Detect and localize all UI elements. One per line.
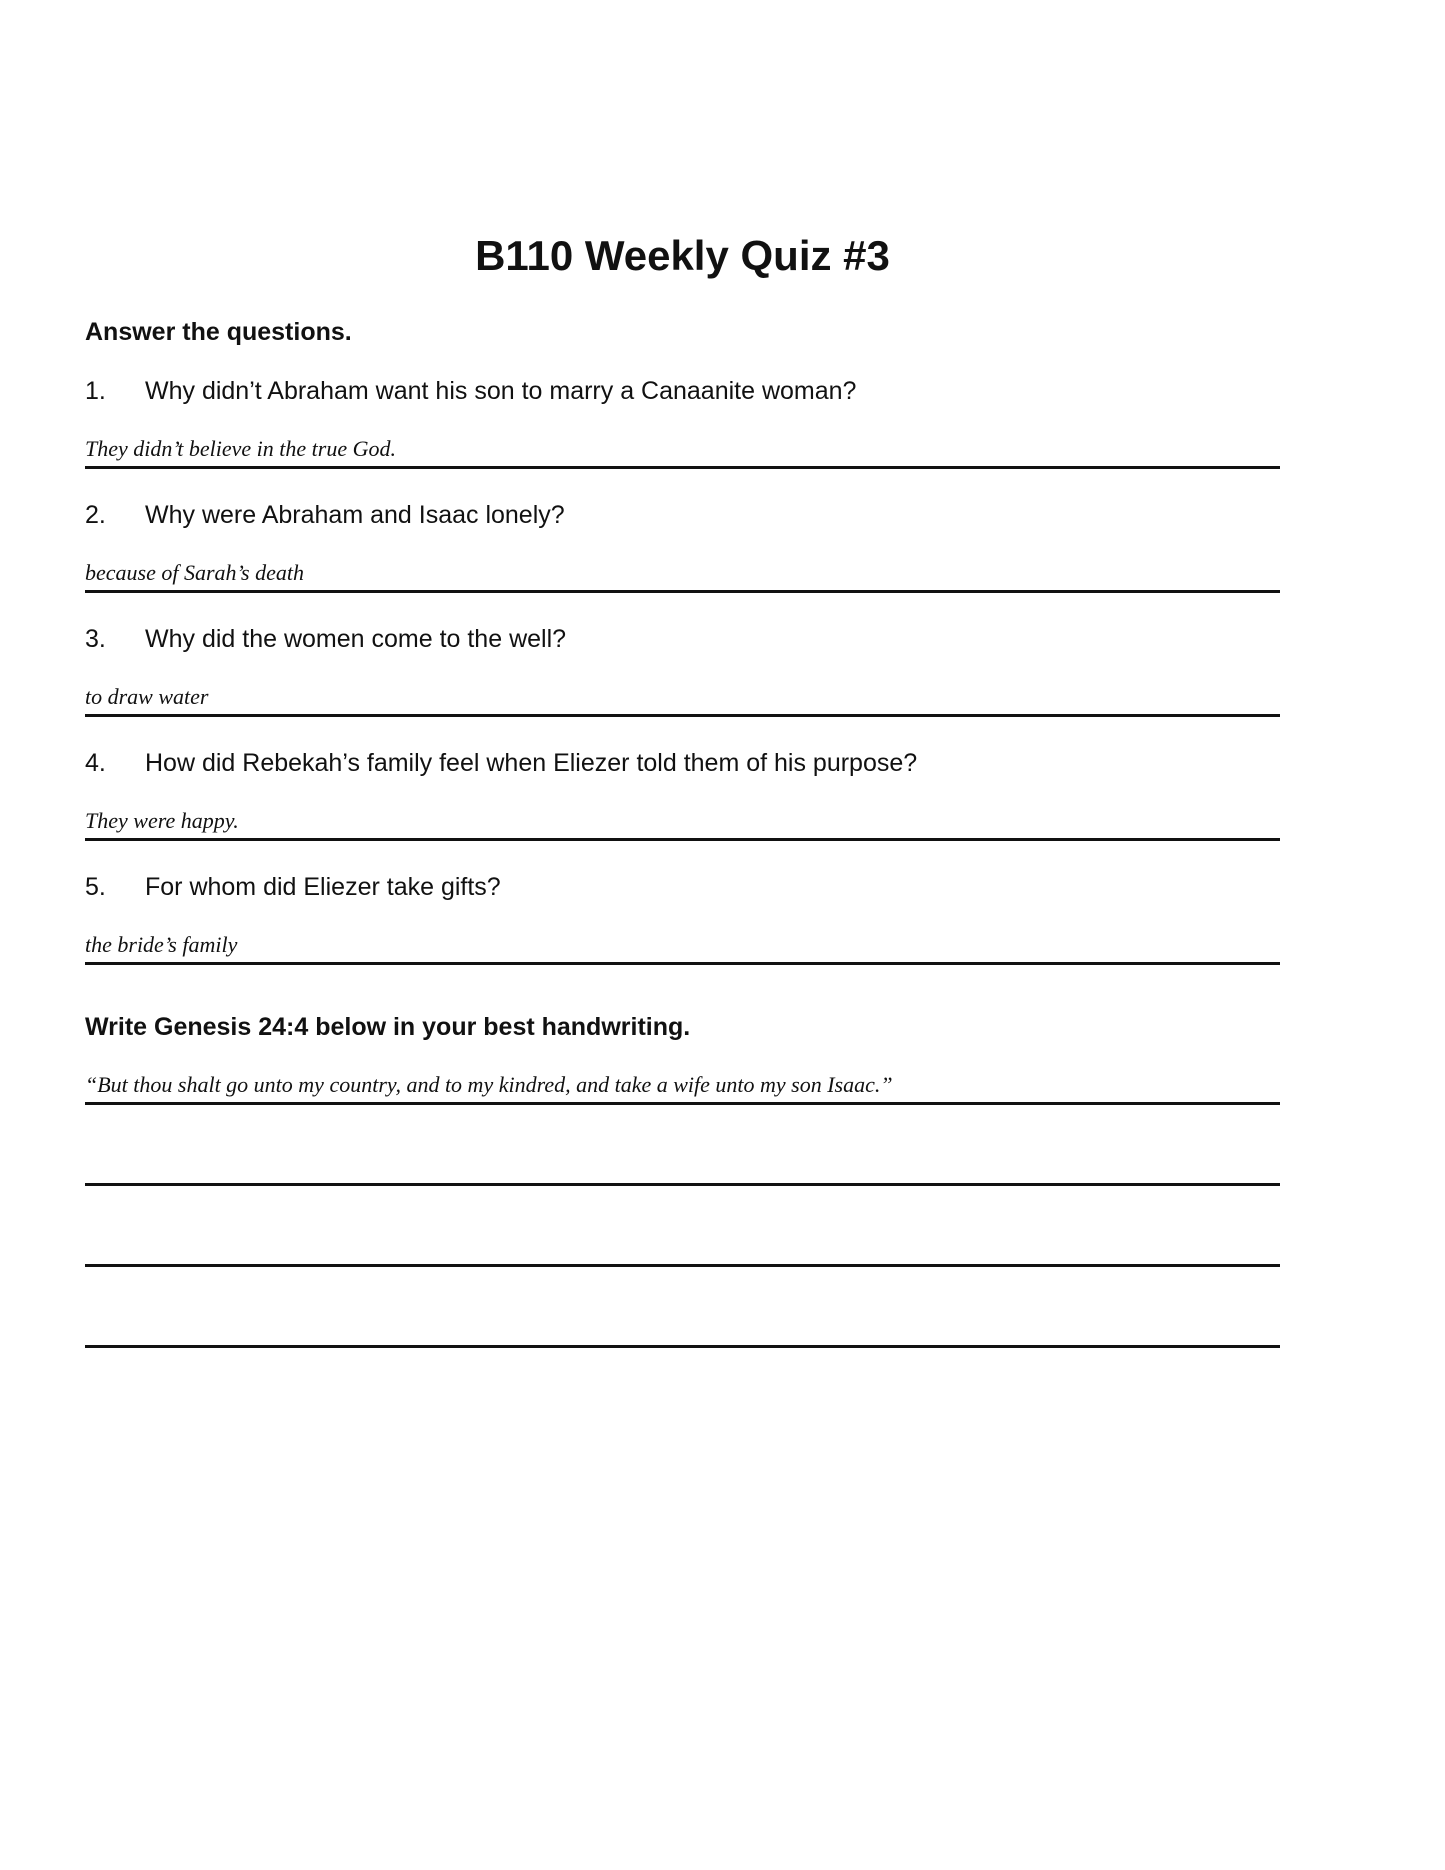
question-3 (85, 627, 1285, 652)
question-5 (85, 875, 1285, 900)
question-2 (85, 503, 1285, 528)
answer-4: They were happy. (85, 808, 239, 833)
handwriting-line-2 (85, 1183, 1280, 1186)
answer-line-5 (85, 962, 1280, 965)
question-text: Why didn’t Abraham want his son to marry a Canaanite woman? (145, 377, 857, 405)
answer-1: They didn’t believe in the true God. (85, 436, 396, 461)
question-number: 1. (85, 377, 106, 405)
question-1 (85, 379, 1285, 404)
answer-line-2 (85, 590, 1280, 593)
handwriting-line-4 (85, 1345, 1280, 1348)
question-4 (85, 751, 1285, 776)
question-text: Why did the women come to the well? (145, 625, 567, 653)
question-number: 3. (85, 625, 106, 653)
question-number: 5. (85, 873, 106, 901)
handwriting-heading: Write Genesis 24:4 below in your best handwriting. (85, 1013, 691, 1041)
verse-text: “But thou shalt go unto my country, and to my kindred, and take a wife unto my son Isaac.” (85, 1072, 893, 1097)
instructions-heading: Answer the questions. (85, 318, 352, 346)
question-number: 4. (85, 749, 106, 777)
answer-line-3 (85, 714, 1280, 717)
handwriting-line-1 (85, 1102, 1280, 1105)
answer-line-4 (85, 838, 1280, 841)
question-text: Why were Abraham and Isaac lonely? (145, 501, 565, 529)
handwriting-line-3 (85, 1264, 1280, 1267)
answer-2: because of Sarah’s death (85, 560, 304, 585)
question-number: 2. (85, 501, 106, 529)
answer-5: the bride’s family (85, 932, 238, 957)
answer-line-1 (85, 466, 1280, 469)
answer-3: to draw water (85, 684, 209, 709)
page-title: B110 Weekly Quiz #3 (475, 232, 890, 279)
question-text: How did Rebekah’s family feel when Eliezer told them of his purpose? (145, 749, 918, 777)
question-text: For whom did Eliezer take gifts? (145, 873, 501, 901)
